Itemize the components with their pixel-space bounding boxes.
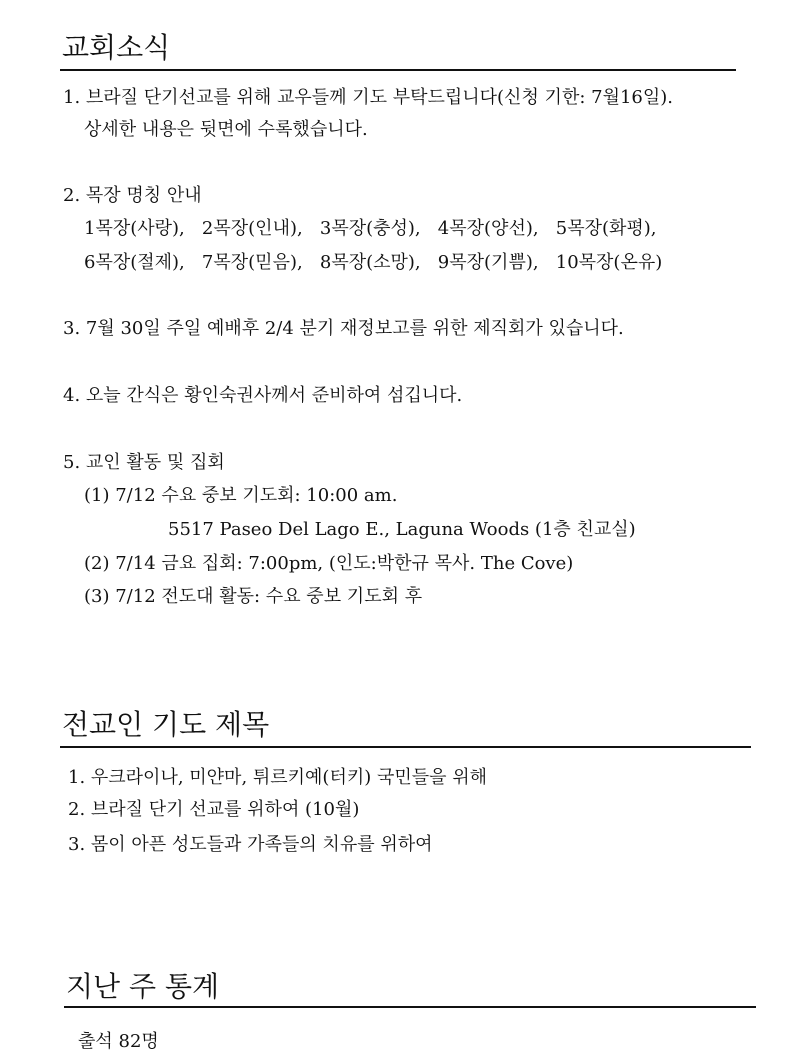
news-rule <box>60 69 736 71</box>
news-line: 4. 오늘 간식은 황인숙권사께서 준비하여 섬깁니다. <box>63 385 463 406</box>
prayer-item: 3. 몸이 아픈 성도들과 가족들의 치유를 위하여 <box>68 834 433 855</box>
prayer-heading: 전교인 기도 제목 <box>62 708 270 741</box>
news-line: 상세한 내용은 뒷면에 수록했습니다. <box>84 119 368 140</box>
prayer-item: 2. 브라질 단기 선교를 위하여 (10월) <box>68 799 360 820</box>
stats-heading: 지난 주 통계 <box>66 970 220 1003</box>
news-line: 1목장(사랑), 2목장(인내), 3목장(충성), 4목장(양선), 5목장(화평), <box>84 218 657 239</box>
news-line: 3. 7월 30일 주일 예배후 2/4 분기 재정보고를 위한 제직회가 있습니다. <box>63 318 624 339</box>
news-line: (2) 7/14 금요 집회: 7:00pm, (인도:박한규 목사. The Cove) <box>84 553 574 574</box>
attendance-count: 출석 82명 <box>78 1031 159 1052</box>
news-line: (3) 7/12 전도대 활동: 수요 중보 기도회 후 <box>84 586 423 607</box>
news-line: 5517 Paseo Del Lago E., Laguna Woods (1층 친교실) <box>168 519 636 540</box>
news-heading: 교회소식 <box>62 31 171 64</box>
prayer-rule <box>60 746 751 748</box>
news-line: 2. 목장 명칭 안내 <box>63 185 202 206</box>
news-line: 5. 교인 활동 및 집회 <box>63 452 225 473</box>
stats-rule <box>64 1006 756 1008</box>
news-line: (1) 7/12 수요 중보 기도회: 10:00 am. <box>84 485 398 506</box>
news-line: 1. 브라질 단기선교를 위해 교우들께 기도 부탁드립니다(신청 기한: 7월16일). <box>63 87 673 108</box>
prayer-item: 1. 우크라이나, 미얀마, 튀르키예(터키) 국민들을 위해 <box>68 767 488 788</box>
news-line: 6목장(절제), 7목장(믿음), 8목장(소망), 9목장(기쁨), 10목장(온유) <box>84 252 663 273</box>
